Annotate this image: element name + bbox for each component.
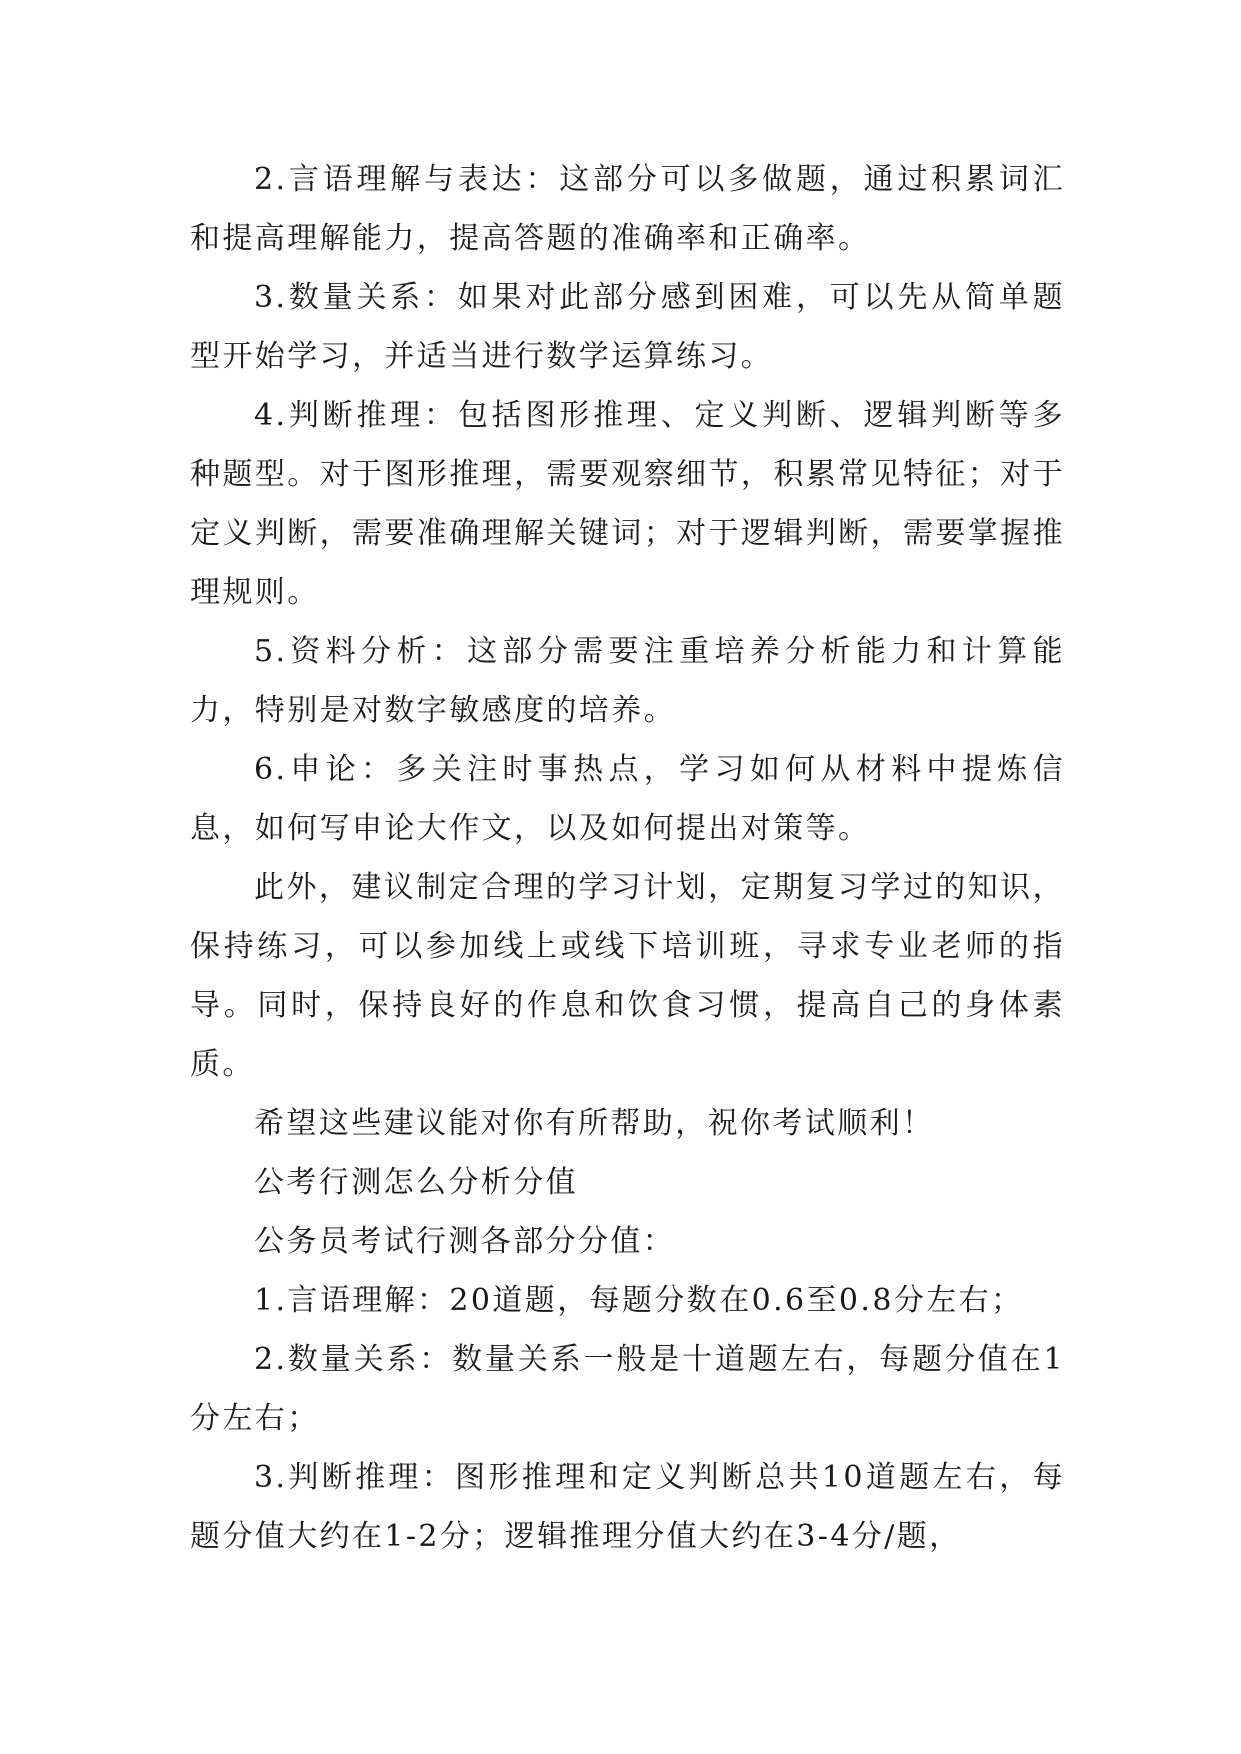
paragraph-score-intro: 公务员考试行测各部分分值：: [254, 1224, 676, 1259]
paragraph-quantitative-score: 2.数量关系：数量关系一般是十道题左右，每题分值在1分左右；: [190, 1342, 1065, 1436]
paragraph-verbal-score: 1.言语理解：20道题，每题分数在0.6至0.8分左右；: [254, 1283, 1024, 1318]
paragraph-reasoning-score: 3.判断推理：图形推理和定义判断总共10道题左右，每题分值大约在1-2分；逻辑推理分值大约在3-4分/题，: [190, 1460, 1065, 1554]
section-heading-score-analysis: 公考行测怎么分析分值: [254, 1165, 578, 1200]
paragraph-data-analysis-tips: 5.资料分析：这部分需要注重培养分析能力和计算能力，特别是对数字敏感度的培养。: [190, 634, 1065, 728]
paragraph-study-plan: 此外，建议制定合理的学习计划，定期复习学过的知识，保持练习，可以参加线上或线下培训班，寻求专业老师的指导。同时，保持良好的作息和饮食习惯，提高自己的身体素质。: [190, 870, 1065, 1082]
paragraph-quantitative-tips: 3.数量关系：如果对此部分感到困难，可以先从简单题型开始学习，并适当进行数学运算练习。: [190, 280, 1065, 374]
document-body: [190, 150, 1065, 1566]
paragraph-essay-tips: 6.申论：多关注时事热点，学习如何从材料中提炼信息，如何写申论大作文，以及如何提出对策等。: [190, 752, 1065, 846]
paragraph-good-wishes: 希望这些建议能对你有所帮助，祝你考试顺利！: [254, 1106, 935, 1141]
paragraph-verbal-comprehension-tips: 2.言语理解与表达：这部分可以多做题，通过积累词汇和提高理解能力，提高答题的准确率和正确率。: [190, 162, 1065, 256]
paragraph-reasoning-tips: 4.判断推理：包括图形推理、定义判断、逻辑判断等多种题型。对于图形推理，需要观察细节，积累常见特征；对于定义判断，需要准确理解关键词；对于逻辑判断，需要掌握推理规则。: [190, 398, 1065, 610]
